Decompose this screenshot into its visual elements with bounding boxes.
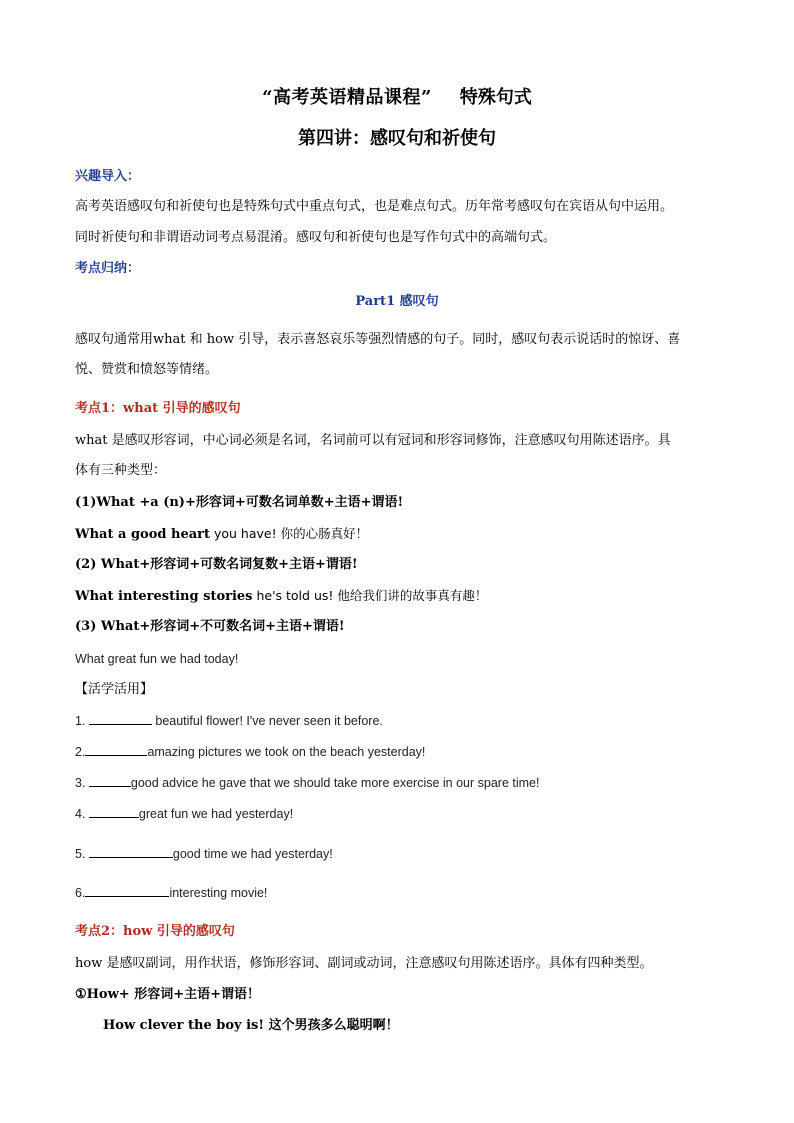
topic-title: 特殊句式	[459, 87, 532, 108]
answer-blank[interactable]	[89, 805, 139, 818]
point1-example-2	[75, 587, 487, 606]
answer-blank[interactable]	[89, 712, 152, 725]
intro-paragraph-line-2: 同时祈使句和非谓语动词考点易混淆。感叹句和祈使句也是写作句式中的高端句式。	[75, 230, 557, 245]
point1-desc-line-1: what 是感叹形容词，中心词必须是名词，名词前可以有冠词和形容词修饰，注意感叹句用陈述语序。具	[75, 433, 671, 448]
example-emphasis: What a good heart	[75, 527, 211, 542]
answer-blank[interactable]	[85, 743, 147, 756]
item-number: 4.	[75, 807, 89, 821]
practice-item-2	[75, 743, 425, 761]
intro-paragraph-line-1: 高考英语感叹句和祈使句也是特殊句式中重点句式，也是难点句式。历年常考感叹句在宾语从句中运用。	[75, 199, 674, 214]
summary-paragraph-line-2: 悦、赞赏和愤怒等情绪。	[75, 362, 219, 377]
point1-example-3: What great fun we had today!	[75, 652, 239, 666]
point1-example-1	[75, 525, 368, 544]
point2-type-1: ①How+ 形容词+主语+谓语！	[75, 987, 261, 1002]
item-text: interesting movie!	[169, 886, 268, 900]
part-heading: Part1 感叹句	[355, 294, 439, 309]
practice-heading: 【活学活用】	[75, 682, 154, 697]
intro-heading: 兴趣导入：	[75, 169, 141, 184]
item-number: 1.	[75, 714, 89, 728]
example-rest: he's told us! 他给我们讲的故事真有趣！	[252, 588, 488, 603]
document-title	[0, 86, 794, 110]
item-text: good advice he gave that we should take more exercise in our spare time!	[130, 776, 540, 790]
item-text: amazing pictures we took on the beach yesterday!	[147, 745, 426, 759]
point1-desc-line-2: 体有三种类型：	[75, 463, 167, 478]
practice-item-4	[75, 805, 293, 823]
point1-type-2: (2) What+形容词+可数名词复数+主语+谓语!	[75, 557, 358, 572]
lecture-subtitle: 第四讲：感叹句和祈使句	[298, 128, 496, 149]
item-number: 5.	[75, 847, 89, 861]
answer-blank[interactable]	[89, 845, 173, 858]
practice-item-6	[75, 884, 267, 902]
item-text: great fun we had yesterday!	[138, 807, 294, 821]
point1-type-1: (1)What +a (n)+形容词+可数名词单数+主语+谓语!	[75, 495, 404, 510]
example-emphasis: What interesting stories	[75, 589, 253, 604]
practice-item-5	[75, 845, 333, 863]
point1-type-3: (3) What+形容词+不可数名词+主语+谓语!	[75, 619, 345, 634]
practice-item-3	[75, 774, 539, 792]
item-text: beautiful flower! I've never seen it before.	[151, 714, 383, 728]
item-number: 3.	[75, 776, 89, 790]
example-rest: you have! 你的心肠真好！	[210, 526, 369, 541]
course-title: “高考英语精品课程”	[262, 87, 432, 108]
item-number: 2.	[75, 745, 86, 759]
answer-blank[interactable]	[89, 774, 131, 787]
summary-heading: 考点归纳：	[75, 261, 141, 276]
practice-item-1	[75, 712, 383, 730]
point2-example-1: How clever the boy is! 这个男孩多么聪明啊！	[103, 1018, 399, 1033]
item-text: good time we had yesterday!	[172, 847, 333, 861]
point2-desc: how 是感叹副词，用作状语，修饰形容词、副词或动词，注意感叹句用陈述语序。具体有四种类型。	[75, 956, 653, 971]
summary-paragraph-line-1: 感叹句通常用what 和 how 引导，表示喜怒哀乐等强烈情感的句子。同时，感叹句表示说话时的惊讶、喜	[75, 332, 681, 347]
answer-blank[interactable]	[85, 884, 169, 897]
item-number: 6.	[75, 886, 86, 900]
point2-heading: 考点2：how 引导的感叹句	[75, 924, 235, 939]
point1-heading: 考点1：what 引导的感叹句	[75, 401, 241, 416]
